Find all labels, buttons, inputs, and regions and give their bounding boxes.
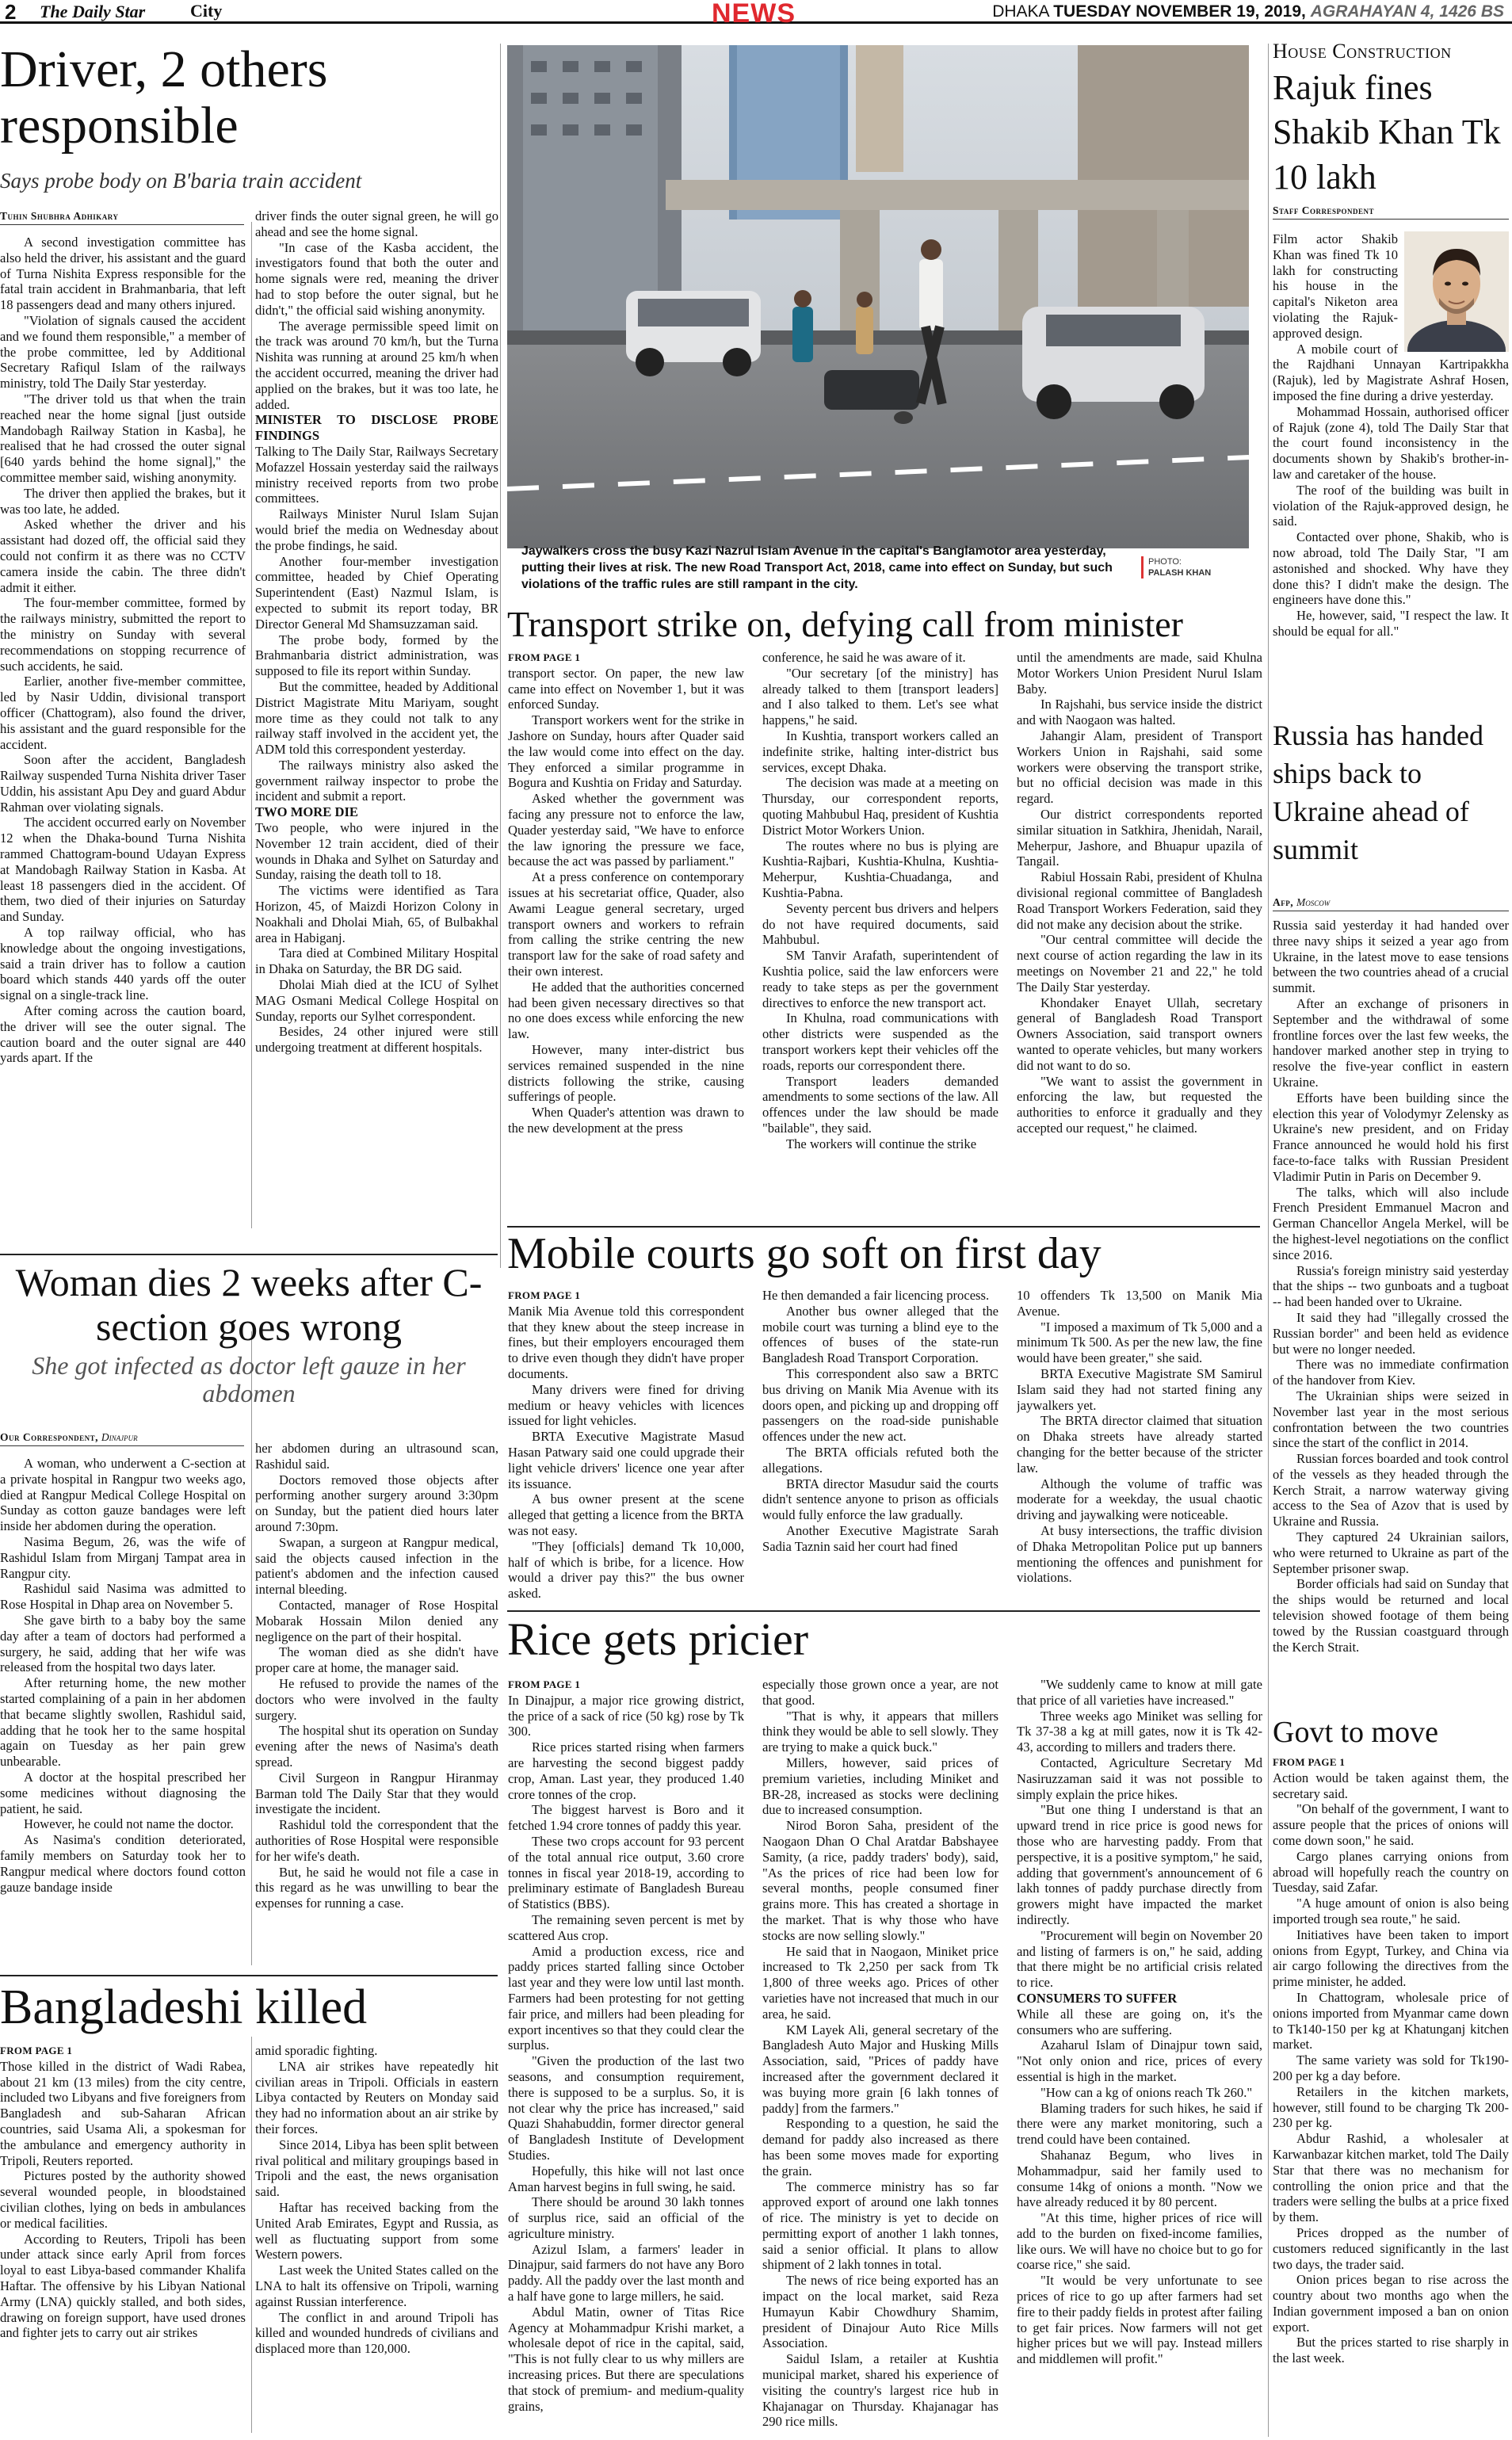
mobile-headline: Mobile courts go soft on first day	[507, 1230, 1102, 1278]
transport-headline: Transport strike on, defying call from minister	[507, 605, 1183, 644]
paragraph: "Our secretary [of the ministry] has already talked to them [transport leaders] and I also talked to them. Let's see what happens," he said.	[762, 665, 998, 728]
paragraph: Abdul Matin, owner of Titas Rice Agency at Mohammadpur Krishi market, a wholesale depot of rice in the capital, said, "This is not fully clear to us why millers are increasing prices. But there are speculations that stock of premium- and medium-quality grains,	[508, 2304, 744, 2414]
paragraph: A woman, who underwent a C-section at a private hospital in Rangpur two weeks ago, died at Rangpur Medical College Hospital on Sunday as cotton gauze bandages were left inside her abdomen during the operation.	[0, 1456, 246, 1534]
paragraph: Shahanaz Begum, who lives in Mohammadpur, said her family used to consume 14kg of onions a month. "Now we have already reduced it by 80 percent.	[1017, 2147, 1262, 2210]
paragraph: The Ukrainian ships were seized in November last year in the most serious confrontation between the two countries since the start of the conflict in 2014.	[1273, 1388, 1509, 1451]
paragraph: These two crops account for 93 percent of the total annual rice output, 3.60 crore tonnes in fiscal year 2018-19, according to preliminary estimate of Bangladesh Bureau of Statistics (BBS).	[508, 1833, 744, 1912]
govt-body	[1273, 1755, 1509, 2436]
paragraph: After coming across the caution board, the driver will see the outer signal. The caution board and the outer signal are 440 yards apart. If the	[0, 1003, 246, 1066]
paragraph: The railways ministry also asked the government railway inspector to probe the incident and submit a report.	[255, 757, 498, 804]
transport-column-3	[1017, 650, 1262, 1240]
paragraph: "That is why, it appears that millers think they would be able to sell slowly. They are trying to make a quick buck."	[762, 1708, 998, 1755]
portrait-float-spacer	[1398, 231, 1509, 357]
paragraph: Rashidul told the correspondent that the authorities of Rose Hospital were responsible for her wife's death.	[255, 1817, 498, 1864]
paragraph: The routes where no bus is plying are Kushtia-Rajbari, Kushtia-Khulna, Kushtia-Meherpur, Kushtia-Chuadanga, and Kushtia-Pabna.	[762, 838, 998, 900]
paragraph: "Violation of signals caused the accident and we found them responsible," a member of the probe committee, led by Additional Secretary Rafiqul Islam of the railways ministry, told The Daily Star yesterday.	[0, 312, 246, 391]
paragraph: Civil Surgeon in Rangpur Hiranmay Barman told The Daily Star that they would investigate the incident.	[255, 1770, 498, 1817]
paragraph: He, however, said, "I respect the law. It should be equal for all."	[1273, 608, 1509, 639]
paragraph: BRTA Executive Magistrate SM Samirul Islam said they had not started fining any jaywalkers yet.	[1017, 1365, 1262, 1413]
rice-column-3	[1017, 1677, 1262, 2438]
paragraph: Contacted, Agriculture Secretary Md Nasiruzzaman said it was not possible to simply explain the price hikes.	[1017, 1755, 1262, 1802]
paragraph: But, he said he would not file a case in this regard as he was unwilling to bear the expenses for running a case.	[255, 1864, 498, 1911]
paragraph: Those killed in the district of Wadi Rabea, about 21 km (13 miles) from the city centre, included two Libyans and five foreigners from Bangladesh and sub-Saharan African countries, said Usama Ali, a spokesman for the ambulance and emergency authority in Tripoli, Reuters reported.	[0, 2058, 246, 2168]
rice-headline: Rice gets pricier	[507, 1615, 809, 1665]
paragraph: especially those grown once a year, are not that good.	[762, 1677, 998, 1708]
transport-column-1	[508, 650, 744, 1240]
paragraph: conference, he said he was aware of it.	[762, 650, 966, 665]
paragraph: Russia said yesterday it had handed over three navy ships it seized a year ago from Ukraine, in the latest move to ease tensions between the two countries ahead of a crucial summit.	[1273, 918, 1509, 996]
paragraph: Azaharul Islam of Dinajpur town said, "Not only onion and rice, prices of every essential is high in the market.	[1017, 2037, 1262, 2084]
dateline: DHAKA TUESDAY NOVEMBER 19, 2019, AGRAHAYAN 4, 1426 BS	[992, 2, 1504, 21]
story-divider	[0, 1975, 498, 1976]
paragraph: After returning home, the new mother started complaining of a pain in her abdomen that became slightly swollen, Rashidul said, adding that he took her to the same hospital again on Tuesday as her pain grew unbearable.	[0, 1675, 246, 1770]
paragraph: There should be around 30 lakh tonnes of surplus rice, said an official of the agriculture ministry.	[508, 2194, 744, 2241]
paragraph: At busy intersections, the traffic division of Dhaka Metropolitan Police put up banners mentioning the offences and punishment for violations.	[1017, 1522, 1262, 1586]
paragraph: Last week the United States called on the LNA to halt its offensive on Tripoli, warning against Russian interference.	[255, 2262, 498, 2309]
paragraph: She gave birth to a baby boy the same day after a team of doctors had performed a surgery, he said, adding that her wife was released from the hospital two days later.	[0, 1612, 246, 1675]
paragraph: FROM PAGE 1	[508, 1289, 581, 1301]
paragraph: Manik Mia Avenue told this correspondent that they knew about the steep increase in fines, but their employers encouraged them to drive even though they didn't have proper documents.	[508, 1303, 744, 1381]
paragraph: "At this time, higher prices of rice will add to the burden on fixed-income families, like ours. We will have no choice but to go for coarse rice," she said.	[1017, 2210, 1262, 2273]
paragraph: The four-member committee, formed by the railways ministry, submitted the report to the ministry on Sunday with several recommendations on stopping recurrence of such accidents, he said.	[0, 595, 246, 674]
driver-column-2	[255, 208, 498, 1245]
paragraph: Another four-member investigation committee, headed by Chief Operating Superintendent (East) Nazmul Islam, is expected to submit its report today, BR Director General Md Shamsuzzaman said.	[255, 553, 498, 632]
paragraph: Blaming traders for such hikes, he said if there were any market monitoring, such a trend could have been contained.	[1017, 2100, 1262, 2148]
column-rule	[251, 1331, 252, 1965]
paragraph: "In case of the Kasba accident, the investigators found that both the outer and home signals were red, meaning the driver had to stop before the outer signal, but he didn't," the official said wishing anonymity.	[255, 239, 498, 318]
mobile-column-1	[508, 1288, 744, 1605]
column-rule	[500, 44, 501, 1268]
paragraph: Millers, however, said prices of premium varieties, including Miniket and BR-28, increased as stocks were declining due to increased consumption.	[762, 1755, 998, 1818]
rice-column-1	[508, 1677, 744, 2438]
russia-body	[1273, 918, 1509, 1718]
paragraph: LNA air strikes have repeatedly hit civilian areas in Tripoli. Officials in eastern Libya contacted by Reuters on Monday said they had no information about an air strike by their forces.	[255, 2058, 498, 2136]
mobile-column-3	[1017, 1288, 1262, 1605]
paragraph: In Dinajpur, a major rice growing district, the price of a sack of rice (50 kg) rose by Tk 300.	[508, 1692, 744, 1739]
paragraph: In Kushtia, transport workers called an indefinite strike, halting inter-district bus services, except Dhaka.	[762, 727, 998, 775]
paragraph: While all these are going on, it's the consumers who are suffering.	[1017, 2006, 1262, 2037]
page-number: 2	[5, 0, 17, 24]
photo-caption: Jaywalkers cross the busy Kazi Nazrul Islam Avenue in the capital's Banglamotor area yesterday, putting their lives at risk. The new Road Transport Act, 2018, came into effect on Sunday, but such violations of the traffic rules are still rampant in the city.	[521, 544, 1113, 591]
paragraph: "We want to assist the government in enforcing the law, but requested the authorities to enforce it gradually and they accepted our request," he claimed.	[1017, 1073, 1262, 1136]
paragraph: The BRTA director claimed that situation on Dhaka streets have already started changing for the better because of the stricter law.	[1017, 1413, 1262, 1476]
paragraph: Our district correspondents reported similar situation in Satkhira, Jhenidah, Narail, Meherpur, Jashore, and Bhuapur upazila of Tangail.	[1017, 806, 1262, 869]
paragraph: amid sporadic fighting.	[255, 2043, 378, 2058]
paragraph: According to Reuters, Tripoli has been under attack since early April from forces loyal to east Libya-based commander Khalifa Haftar. The offensive by his Libyan National Army (LNA) quickly stalled, and both sides, drawing on foreign support, have used drones and fighter jets to carry out air strikes	[0, 2231, 246, 2341]
paragraph: The probe body, formed by the Brahmanbaria district administration, was supposed to file its report within Sunday.	[255, 632, 498, 679]
woman-column-2	[255, 1441, 498, 1972]
paragraph: The same variety was sold for Tk190-200 per kg a day before.	[1273, 2052, 1509, 2083]
paragraph: Doctors removed those objects after performing another surgery around 3:30pm on Sunday, but the patient died hours later around 7:30pm.	[255, 1472, 498, 1534]
paragraph: Jahangir Alam, president of Transport Workers Union in Rajshahi, said some workers were observing the transport strike, but no official decision was made in this regard.	[1017, 727, 1262, 807]
paragraph: The remaining seven percent is met by scattered Aus crop.	[508, 1911, 744, 1943]
paragraph: But the prices started to rise sharply in the last week.	[1273, 2335, 1509, 2366]
paragraph: Since 2014, Libya has been split between rival political and military groupings based in Tripoli and the east, the news organisation said.	[255, 2136, 498, 2200]
paragraph: Hopefully, this hike will not last once Aman harvest begins in full swing, he said.	[508, 2163, 744, 2194]
column-rule	[251, 222, 252, 1228]
paragraph: Swapan, a surgeon at Rangpur medical, said the objects caused infection in the patient's abdomen and the infection caused internal bleeding.	[255, 1534, 498, 1598]
paragraph: The accident occurred early on November 12 when the Dhaka-bound Turna Nishita rammed Chattogram-bound Udayan Express at Mandobagh Railway Station in Kasba. At least 18 passengers died in the accident. Of them, two died of their injuries on Saturday and Sunday.	[0, 815, 246, 925]
paragraph: Railways Minister Nurul Islam Sujan would brief the media on Wednesday about the probe findings, he said.	[255, 506, 498, 553]
paragraph: "We suddenly came to know at mill gate that price of all varieties have increased."	[1017, 1677, 1262, 1708]
story-divider	[507, 1610, 1260, 1612]
paragraph: driver finds the outer signal green, he will go ahead and see the home signal.	[255, 208, 498, 239]
paragraph: Rice prices started rising when farmers are harvesting the second biggest paddy crop, Aman. Last year, they produced 1.40 crore tonnes of the crop.	[508, 1739, 744, 1802]
paragraph: Russia's foreign ministry said yesterday that the ships -- two gunboats and a tugboat -- had been handed over to Ukraine.	[1273, 1262, 1509, 1310]
newspaper-logo: The Daily Star	[40, 2, 146, 21]
russia-byline: Afp, Moscow	[1273, 896, 1509, 911]
bd-column-1	[0, 2043, 246, 2435]
woman-byline: Our Correspondent, Dinajpur	[0, 1431, 244, 1446]
paragraph: Action would be taken against them, the secretary said.	[1273, 1770, 1509, 1801]
paragraph: "They [officials] demand Tk 10,000, half of which is bribe, for a licence. How would a driver pay this?" the bus owner asked.	[508, 1538, 744, 1602]
paragraph: Khondaker Enayet Ullah, secretary general of Bangladesh Road Transport Owners Association, said transport owners wanted to operate vehicles, but many workers did not want to do so.	[1017, 995, 1262, 1073]
paragraph: Nasima Begum, 26, was the wife of Rashidul Islam from Mirganj Tampat area in Rangpur city.	[0, 1533, 246, 1581]
paragraph: The commerce ministry has so far approved export of around one lakh tonnes of rice. The ministry is yet to decide on permitting export of another 1 lakh tonnes, said a senior official. It plans to allow shipment of 2 lakh tonnes in total.	[762, 2178, 998, 2273]
paragraph: BRTA director Masudur said the courts didn't sentence anyone to prison as officials would fully enforce the law gradually.	[762, 1476, 998, 1523]
paragraph: At a press conference on contemporary issues at his secretariat office, Quader, also Awami League general secretary, urged transport owners and workers to refrain from calling the strike centring the new transport law for the sake of road safety and their own interest.	[508, 869, 744, 979]
paragraph: Haftar has received backing from the United Arab Emirates, Egypt and Russia, as well as fluctuating support from some Western powers.	[255, 2199, 498, 2262]
woman-column-1	[0, 1456, 246, 1971]
paragraph: It said they had "illegally crossed the Russian border" and been held as evidence but were no longer needed.	[1273, 1309, 1509, 1357]
paragraph: BRTA Executive Magistrate Masud Hasan Patwary said one could upgrade their light vehicle drivers' licence one year after its issuance.	[508, 1429, 744, 1491]
paragraph: The conflict in and around Tripoli has killed and wounded hundreds of civilians and displaced more than 120,000.	[255, 2309, 498, 2357]
paragraph: Although the volume of traffic was moderate for a weekday, the usual chaotic driving and jaywalking were noticeable.	[1017, 1476, 1262, 1523]
driver-subhead: Says probe body on B'baria train accident	[0, 169, 362, 193]
paragraph: Asked whether the government was facing any pressure not to enforce the law, Quader yesterday said, "We have to enforce the law ignoring the pressure we face, because the act was passed by parliament."	[508, 791, 744, 869]
paragraph: Seventy percent bus drivers and helpers do not have required documents, said Mahbubul.	[762, 900, 998, 948]
paragraph: Asked whether the driver and his assistant had dozed off, the official said they could not confirm it as there was no CCTV camera inside the cabin. The three didn't admit it either.	[0, 517, 246, 595]
paragraph: The average permissible speed limit on the track was around 70 km/h, but the Turna Nishita was running at around 25 km/h when the accident occurred, meaning the driver had applied on the brakes, but it was too late, he added.	[255, 318, 498, 412]
photo-credit: PHOTO: PALASH KHAN	[1141, 556, 1252, 578]
paragraph: As Nasima's condition deteriorated, family members on Saturday took her to Rangpur medical where doctors found cotton gauze bandage inside	[0, 1832, 246, 1895]
paragraph: "On behalf of the government, I want to assure people that the prices of onions will come down soon," he said.	[1273, 1801, 1509, 1848]
paragraph: Contacted, manager of Rose Hospital Mobarak Hossain Milon denied any negligence on the part of their hospital.	[255, 1597, 498, 1644]
paragraph: Border officials had said on Sunday that the ships would be returned and local television showed footage of them being towed by the Russian coastguard through the Kerch Strait.	[1273, 1576, 1509, 1655]
paragraph: Earlier, another five-member committee, led by Nasir Uddin, divisional transport officer (Chattogram), also found the driver, his assistant and the guard responsible for the accident.	[0, 674, 246, 752]
paragraph: The BRTA officials refuted both the allegations.	[762, 1444, 998, 1476]
driver-column-1	[0, 235, 246, 1245]
paragraph: In Rajshahi, bus service inside the district and with Naogaon was halted.	[1017, 697, 1262, 728]
paragraph: He said that in Naogaon, Miniket price increased to Tk 2,250 per sack from Tk 1,800 of three weeks ago. Prices of other varieties have not increased that much in our area, he said.	[762, 1943, 998, 2022]
paragraph: Transport leaders demanded amendments to some sections of the law. All offences under the law should be made "bailable", they said.	[762, 1073, 998, 1136]
paragraph: Soon after the accident, Bangladesh Railway suspended Turna Nishita driver Taser Uddin, his assistant Apu Dey and guard Abdur Rahman over violating signals.	[0, 752, 246, 815]
paragraph: her abdomen during an ultrasound scan, Rashidul said.	[255, 1441, 498, 1472]
paragraph: Another Executive Magistrate Sarah Sadia Taznin said her court had fined	[762, 1522, 998, 1554]
paragraph: Azizul Islam, a farmers' leader in Dinajpur, said farmers do not have any Boro paddy. All the paddy over the last month and a half have gone to large millers, he said.	[508, 2241, 744, 2304]
street-photo-drawing	[507, 45, 1249, 548]
paragraph: KM Layek Ali, general secretary of the Bangladesh Auto Major and Husking Mills Association, said, "Prices of paddy have increased after the government declared it was buying more grain [6 lakh tonnes of paddy] from the farmers."	[762, 2022, 998, 2116]
paragraph: MINISTER TO DISCLOSE PROBE FINDINGS	[255, 412, 498, 444]
bd-column-2	[255, 2043, 498, 2435]
paragraph: Another bus owner alleged that the mobile court was turning a blind eye to the offences of buses of the state-run Bangladesh Road Transport Corporation.	[762, 1303, 998, 1366]
paragraph: The news of rice being exported has an impact on the local market, said Reza Humayun Kabir Chowdhury Shamim, president of Dinajour Auto Rice Mills Association.	[762, 2273, 998, 2351]
story-divider	[507, 1226, 1260, 1228]
paragraph: There was no immediate confirmation of the handover from Kiev.	[1273, 1357, 1509, 1388]
paragraph: CONSUMERS TO SUFFER	[1017, 1990, 1178, 2006]
driver-headline: Driver, 2 others responsible	[0, 41, 328, 155]
paragraph: FROM PAGE 1	[508, 1678, 581, 1690]
paragraph: "Procurement will begin on November 20 and listing of farmers is on," he said, adding that there might be no artificial crisis related to rice.	[1017, 1927, 1262, 1991]
paragraph: When Quader's attention was drawn to the new development at the press	[508, 1105, 744, 1136]
column-rule	[1268, 44, 1269, 2437]
paragraph: FROM PAGE 1	[0, 2045, 73, 2056]
mobile-column-2	[762, 1288, 998, 1605]
paragraph: Rashidul said Nasima was admitted to Rose Hospital in Dhap area on November 5.	[0, 1581, 246, 1613]
rajuk-headline: Rajuk fines Shakib Khan Tk 10 lakh	[1273, 68, 1501, 197]
paragraph: After an exchange of prisoners in September and the withdrawal of some frontline forces over the last few weeks, the handover marked another step in trying to resolve the five-year conflict in eastern Ukraine.	[1273, 995, 1509, 1090]
paragraph: Onion prices began to rise across the country about two months ago when the Indian government imposed a ban on onion export.	[1273, 2272, 1509, 2335]
paragraph: A second investigation committee has also held the driver, his assistant and the guard of Turna Nishita Express responsible for the fatal train accident in Brahmanbaria, that left 18 passengers dead and many others injured.	[0, 235, 246, 313]
transport-column-2	[762, 650, 998, 1240]
driver-byline: Tuhin Shubhra Adhikary	[0, 210, 244, 225]
paragraph: TWO MORE DIE	[255, 804, 358, 820]
paragraph: Cargo planes carrying onions from abroad will hopefully reach the country on Tuesday, said Zafar.	[1273, 1848, 1509, 1896]
paragraph: They captured 24 Ukrainian sailors, who were returned to Ukraine as part of the September prisoner swap.	[1273, 1529, 1509, 1576]
paragraph: Talking to The Daily Star, Railways Secretary Mofazzel Hossain yesterday said the railways ministry received reports from two probe committees.	[255, 443, 498, 506]
paragraph: Two people, who were injured in the November 12 train accident, died of their wounds in Dhaka and Sylhet on Saturday and Sunday, raising the death toll to 18.	[255, 820, 498, 883]
paragraph: SM Tanvir Arafath, superintendent of Kushtia police, said the law enforcers were ready to take steps as per the government directives to enforce the new transport act.	[762, 948, 998, 1010]
paragraph: But the committee, headed by Additional District Magistrate Mitu Mariyam, sought more time as they could not talk to any railway staff involved in the accident yet, the ADM told this correspondent yesterday.	[255, 678, 498, 758]
rice-column-2	[762, 1677, 998, 2438]
paragraph: A mobile court of the Rajdhani Unnayan Kartripakkha (Rajuk), led by Magistrate Ashraf Hosen, imposed the fine during a drive yesterday.	[1273, 341, 1509, 403]
paragraph: Initiatives have been taken to import onions from Egypt, Turkey, and China via air cargo following the directives from the prime minister, he added.	[1273, 1926, 1509, 1990]
paragraph: A bus owner present at the scene alleged that getting a licence from the BRTA was not easy.	[508, 1491, 744, 1538]
paragraph: However, he could not name the doctor.	[24, 1816, 234, 1832]
paragraph: Pictures posted by the authority showed several wounded people, in bloodstained civilian clothes, lying on beds in ambulances or medical facilities.	[0, 2168, 246, 2231]
paragraph: He refused to provide the names of the doctors who were involved in the faulty surgery.	[255, 1675, 498, 1723]
paragraph: Rabiul Hossain Rabi, president of Khulna divisional regional committee of Bangladesh Road Transport Workers Federation, said they did not make any decision about the strike.	[1017, 869, 1262, 932]
paragraph: Mohammad Hossain, authorised officer of Rajuk (zone 4), told The Daily Star that the court found inconsistency in the documents shown by Shakib's brother-in-law and caretaker of the house.	[1273, 403, 1509, 482]
paragraph: The hospital shut its operation on Sunday evening after the news of Nasima's death spread.	[255, 1723, 498, 1770]
paragraph: Amid a production excess, rice and paddy prices started falling since October last year and they were low until last month. Farmers had been protesting for not getting fair price, and millers had been pleading for export incentives so that they could clear the surplus.	[508, 1943, 744, 2053]
paragraph: Many drivers were fined for driving medium or heavy vehicles with licences issued for light vehicles.	[508, 1381, 744, 1429]
paragraph: "How can a kg of onions reach Tk 260."	[1040, 2084, 1253, 2100]
paragraph: Film actor Shakib Khan was fined Tk 10 lakh for constructing his house in the capital's Niketon area violating the Rajuk-approved design.	[1273, 231, 1398, 341]
paragraph: until the amendments are made, said Khulna Motor Workers Union President Nurul Islam Baby.	[1017, 650, 1262, 697]
paragraph: The decision was made at a meeting on Thursday, our correspondent reports, quoting Mahbubul Haq, president of Kushtia District Motor Workers Union.	[762, 775, 998, 838]
paragraph: 10 offenders Tk 13,500 on Manik Mia Avenue.	[1017, 1288, 1262, 1319]
paragraph: FROM PAGE 1	[1273, 1756, 1346, 1768]
paragraph: "Given the production of the last two seasons, and consumption requirement, there is supposed to be a surplus. So, it is not clear why the price has increased," said Quazi Shahabuddin, former director general of Bangladesh Institute of Development Studies.	[508, 2053, 744, 2163]
section-name: City	[190, 1, 223, 21]
paragraph: Nirod Boron Saha, president of the Naogaon Dhan O Chal Aratdar Babshayee Samity, (a rice, paddy traders' body), said, "As the prices of rice had been low for several months, people consumed finer grains more. This has created a shortage in the market. That is why those who have stocks are now selling slowly."	[762, 1818, 998, 1943]
paragraph: Responding to a question, he said the demand for paddy also increased as there has been some moves made for exporting the grain.	[762, 2116, 998, 2178]
paragraph: Saidul Islam, a retailer at Kushtia municipal market, shared his experience of visiting the country's largest rice hub in Khajanagar on Thursday. Khajanagar has 290 rice mills.	[762, 2351, 998, 2430]
column-rule	[251, 2037, 252, 2433]
paragraph: Russian forces boarded and took control of the vessels as they headed through the Kerch Strait, a narrow waterway giving access to the Sea of Azov that is used by Ukraine and Russia.	[1273, 1451, 1509, 1529]
paragraph: In Chattogram, wholesale price of onions imported from Myanmar came down to Tk140-150 per kg at Khatunganj kitchen market.	[1273, 1989, 1509, 2052]
woman-headline: Woman dies 2 weeks after C-section goes wrong	[15, 1260, 483, 1349]
paragraph: A doctor at the hospital prescribed her some medicines without diagnosing the patient, he said.	[0, 1769, 246, 1816]
rajuk-body	[1273, 231, 1509, 715]
paragraph: Abdur Rashid, a wholesaler at Karwanbazar kitchen market, told The Daily Star that there was no mechanism for controlling the onion price and that the traders were selling the bulbs at a price fixed by them.	[1273, 2131, 1509, 2225]
rajuk-byline: Staff Correspondent	[1273, 204, 1509, 220]
paragraph: A top railway official, who has knowledge about the ongoing investigations, said a train driver has to follow a caution board which stands 440 yards off the outer signal on a single-track line.	[0, 925, 246, 1003]
paragraph: FROM PAGE 1	[508, 651, 581, 663]
paragraph: Prices dropped as the number of customers reduced significantly in the last two days, the trader said.	[1273, 2224, 1509, 2272]
paragraph: "Our central committee will decide the next course of action regarding the law in its meetings on November 21 and 22," he told The Daily Star yesterday.	[1017, 932, 1262, 995]
paragraph: The workers will continue the strike	[786, 1136, 977, 1151]
paragraph: In Khulna, road communications with other districts were suspended as the transport workers kept their vehicles off the roads, reports our correspondent there.	[762, 1010, 998, 1073]
rajuk-kicker: House Construction	[1273, 40, 1452, 63]
woman-subhead: She got infected as doctor left gauze in her abdomen	[32, 1351, 466, 1408]
paragraph: He added that the authorities concerned had been given necessary directives so that no one does excess while enforcing the new law.	[508, 979, 744, 1042]
paragraph: "It would be very unfortunate to see prices of rice to go up after farmers had set fire to their paddy fields in protest after failing to get fair prices. Now farmers will not get higher prices but we will pay. Instead millers and middlemen will profit."	[1017, 2273, 1262, 2367]
paragraph: "The driver told us that when the train reached near the home signal [just outside Mandobagh Railway Station in Kasba], he realised that he had crossed the outer signal [640 yards behind the home signal]," the committee member said, wishing anonymity.	[0, 391, 246, 485]
paragraph: Transport workers went for the strike in Jashore on Sunday, hours after Quader said the law would come into effect on the day. They enforced a similar programme in Bogura and Kushtia on Friday and Saturday.	[508, 712, 744, 791]
paragraph: The biggest harvest is Boro and it fetched 1.94 crore tonnes of paddy this year.	[508, 1802, 744, 1834]
paragraph: "A huge amount of onion is also being imported trough sea route," he said.	[1273, 1896, 1509, 1926]
paragraph: Dholai Miah died at the ICU of Sylhet MAG Osmani Medical College Hospital on Sunday, reports our Sylhet correspondent.	[255, 977, 498, 1024]
news-label: NEWS	[712, 0, 796, 29]
govt-headline: Govt to move	[1273, 1716, 1438, 1749]
paragraph: The driver then applied the brakes, but it was too late, he added.	[0, 485, 246, 517]
russia-headline: Russia has handed ships back to Ukraine ahead of summit	[1273, 720, 1483, 865]
paragraph: The roof of the building was built in violation of the Rajuk-approved design, he said.	[1273, 482, 1509, 529]
paragraph: Contacted over phone, Shakib, who is now abroad, told The Daily Star, "I am astonished and shocked. Why have they done this? I didn't make the design. The engineers have done this."	[1273, 529, 1509, 608]
paragraph: The victims were identified as Tara Horizon, 45, of Maizdi Horizon Colony in Noakhali and Dholai Miah, 65, of Bulbakhal area in Habiganj.	[255, 883, 498, 945]
street-photo	[507, 45, 1249, 548]
paragraph: "I imposed a maximum of Tk 5,000 and a minimum Tk 500. As per the new law, the fine would have been greater," she said.	[1017, 1319, 1262, 1366]
paragraph: Tara died at Combined Military Hospital in Dhaka on Saturday, the BR DG said.	[255, 945, 498, 977]
paragraph: Besides, 24 other injured were still undergoing treatment at different hospitals.	[255, 1024, 498, 1056]
paragraph: The woman died as she didn't have proper care at home, the manager said.	[255, 1644, 498, 1676]
paragraph: Three weeks ago Miniket was selling for Tk 37-38 a kg at mill gates, now it is Tk 42-43, according to millers and traders there.	[1017, 1708, 1262, 1755]
paragraph: However, many inter-district bus services remained suspended in the nine districts following the strike, causing sufferings of people.	[508, 1041, 744, 1105]
bd-headline: Bangladeshi killed	[0, 1981, 368, 2034]
paragraph: Efforts have been building since the election this year of Volodymyr Zelensky as Ukraine's new president, and on Friday France announced he would hold his first face-to-face talks with Russian President Vladimir Putin in Paris on December 9.	[1273, 1090, 1509, 1184]
paragraph: This correspondent also saw a BRTC bus driving on Manik Mia Avenue with its doors open, and picking up and dropping off passengers on the road-side punishable offences under the new act.	[762, 1365, 998, 1445]
paragraph: "But one thing I understand is that an upward trend in rice price is good news for those who are harvesting paddy. From that perspective, it is a positive symptom," he said, adding that government's announcement of 6 lakh tonnes of paddy purchase directly from growers might have impacted the market indirectly.	[1017, 1802, 1262, 1927]
paragraph: He then demanded a fair licencing process.	[762, 1288, 990, 1303]
paragraph: Retailers in the kitchen markets, however, still found to be charging Tk 200-230 per kg.	[1273, 2083, 1509, 2131]
story-divider	[0, 1254, 498, 1255]
paragraph: transport sector. On paper, the new law came into effect on November 1, but it was enforced Sunday.	[508, 665, 744, 712]
paragraph: The talks, which will also include French President Emmanuel Macron and German Chancellor Angela Merkel, will be the highest-level negotiations on the conflict since 2016.	[1273, 1184, 1509, 1262]
